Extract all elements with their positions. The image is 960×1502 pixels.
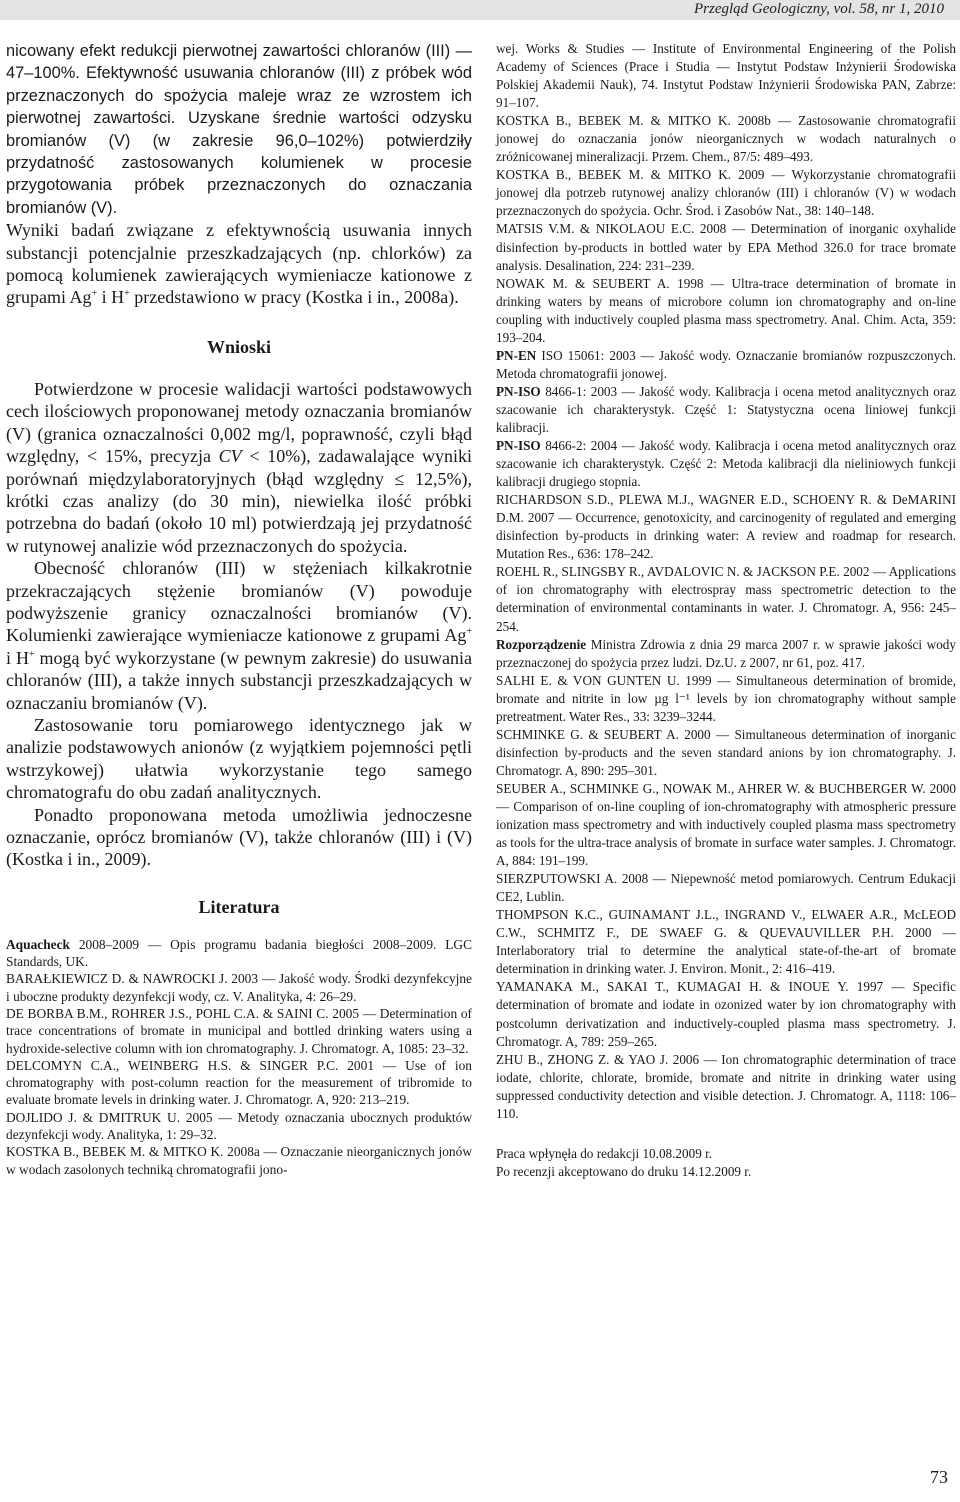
reference-entry bbox=[496, 275, 956, 347]
reference-entry bbox=[6, 936, 472, 971]
reference-lead: Rozporządzenie bbox=[496, 636, 587, 652]
reference-text: DELCOMYN C.A., WEINBERG H.S. & SINGER P.C. 2001 — Use of ion chromatography with post-column reaction for the measurement of tribromide to evaluate bromate levels in drinking water. J. Chromatogr. A, 920: 213–219. bbox=[6, 1057, 472, 1108]
reference-text: DOJLIDO J. & DMITRUK U. 2005 — Metody oznaczania ubocznych produktów dezynfekcji wody. Analityka, 1: 29–32. bbox=[6, 1109, 472, 1143]
reference-text: RICHARDSON S.D., PLEWA M.J., WAGNER E.D., SCHOENY R. & DeMARINI D.M. 2007 — Occurrence, genotoxicity, and carcinogenity of regulated and emerging disinfection by-products in drinking water: A review and roadmap for research. Mutation Res., 636: 178–242. bbox=[496, 492, 956, 562]
accepted-date: Po recenzji akceptowano do druku 14.12.2009 r. bbox=[496, 1163, 752, 1179]
reference-lead: PN-EN bbox=[496, 347, 537, 363]
reference-entry bbox=[496, 780, 956, 870]
conclusions-paragraph-1: Potwierdzone w procesie walidacji wartości podstawowych cech ilościowych proponowanej metody oznaczania bromianów (V) (granica oznaczalności 0,002 mg/l, poprawność, czyli błąd względny, < 15%, precyzja CV < 10%), zadawalające wyniki porównań międzylaboratoryjnych (błąd względny ≤ 12,5%), krótki czas analizy (do 30 min), niewielka ilość próbki potrzebna do badań (około 10 ml) potwierdzają jej przydatność w rutynowej analizie wód przeznaczonych do spożycia. bbox=[6, 378, 472, 556]
conclusions-paragraph-4: Ponadto proponowana metoda umożliwia jednoczesne oznaczanie, oprócz bromianów (V), także chloranów (III) i (V) (Kostka i in., 2009). bbox=[6, 804, 472, 870]
reference-entry bbox=[6, 1143, 472, 1178]
reference-text: KOSTKA B., BEBEK M. & MITKO K. 2009 — Wykorzystanie chromatografii jonowej dla potrzeb rutynowej analizy chloranów (III) i chloranów (V) w wodach przeznaczonych do spożycia. Ochr. Środ. i Zasobów Nat., 38: 140–148. bbox=[496, 167, 956, 219]
reference-entry bbox=[496, 112, 956, 166]
reference-lead: PN-ISO bbox=[496, 383, 541, 399]
reference-entry bbox=[496, 347, 956, 383]
reference-text: DE BORBA B.M., ROHRER J.S., POHL C.A. & SAINI C. 2005 — Determination of trace concentrations of bromate in municipal and bottled drinking waters using a hydroxide-selective column with ion chromatography. J. Chromatogr. A, 1085: 23–32. bbox=[6, 1006, 472, 1056]
reference-text: KOSTKA B., BEBEK M. & MITKO K. 2008b — Zastosowanie chromatografii jonowej do oznaczania jonów nieorganicznych w wodach naturalnych o zróżnicowanej mineralizacji. Przem. Chem., 87/5: 489–493. bbox=[496, 113, 956, 165]
reference-text: SCHMINKE G. & SEUBERT A. 2000 — Simultaneous determination of inorganic disinfection by-products and the seven standard anions by ion chromatography. J. Chromatogr. A, 890: 295–301. bbox=[496, 726, 956, 778]
reference-text: 2008–2009 — Opis programu badania biegłości 2008–2009. LGC Standards, UK. bbox=[6, 936, 472, 970]
references-heading: Literatura bbox=[198, 896, 280, 917]
reference-entry bbox=[496, 166, 956, 220]
reference-text: KOSTKA B., BEBEK M. & MITKO K. 2008a — Oznaczanie nieorganicznych jonów w wodach zasolonych techniką chromatografii jono- bbox=[6, 1144, 472, 1177]
references-list-left bbox=[6, 936, 472, 1178]
intro-paragraph-continued: Wyniki badań związane z efektywnością usuwania innych substancji potencjalnie przeszkadzających (np. chlorków) za pomocą kolumienek zawierających wymieniacze kationowe z grupami Ag+ i H+ przedstawiono w pracy (Kostka i in., 2008a). bbox=[6, 220, 472, 308]
reference-text: Ministra Zdrowia z dnia 29 marca 2007 r. w sprawie jakości wody przeznaczonej do spożycia przez ludzi. Dz.U. z 2007, nr 61, poz. 417. bbox=[496, 636, 956, 670]
reference-entry bbox=[6, 1109, 472, 1144]
left-column bbox=[6, 40, 472, 1178]
reference-text: wej. Works & Studies — Institute of Environmental Engineering of the Polish Academy of Sciences (Prace i Studia — Instytut Podstaw Inżynierii Środowiska Polskiej Akademii Nauk), 74. Instytut Podstaw Inżynierii Środowiska PAN, Zabrze: 91–107. bbox=[496, 41, 956, 111]
reference-text: ZHU B., ZHONG Z. & YAO J. 2006 — Ion chromatographic determination of trace iodate, chlorite, chlorate, bromide, bromate and nitrite in drinking water using suppressed conductivity detection and visible detection. J. Chromatogr. A, 1118: 106–110. bbox=[496, 1051, 956, 1121]
reference-text: 8466-2: 2004 — Jakość wody. Kalibracja i ocena metod analitycznych oraz szacowanie ich charakterystyk. Część 2: Metoda kalibracji dla nieliniowych funkcji kalibracji drugiego stopnia. bbox=[496, 438, 956, 490]
reference-text: THOMPSON K.C., GUINAMANT J.L., INGRAND V., ELWAER A.R., McLEOD C.W., SCHMITZ F., DE SWAEF G. & QUEVAUVILLER P.H. 2000 — Interlaboratory trial to determine the analytical state-of-the-art of bromate determination in drinking water. J. Environ. Monit., 2: 416–419. bbox=[496, 907, 956, 977]
reference-text: 8466-1: 2003 — Jakość wody. Kalibracja i ocena metod analitycznych oraz szacowanie ich charakterystyk. Część 1: Statystyczna ocena liniowej funkcji kalibracji. bbox=[496, 383, 956, 435]
references-list-right bbox=[496, 40, 956, 1123]
reference-lead: Aquacheck bbox=[6, 936, 70, 952]
reference-entry bbox=[496, 220, 956, 274]
reference-text: ISO 15061: 2003 — Jakość wody. Oznaczanie bromianów rozpuszczonych. Metoda chromatografii jonowej. bbox=[496, 347, 956, 381]
conclusions-paragraph-2: Obecność chloranów (III) w stężeniach kilkakrotnie przekraczających stężenie bromianów (V) powoduje podwyższenie granicy oznaczalności bromianów (V). Kolumienki zawierające wymieniacze kationowe z grupami Ag+ i H+ mogą być wykorzystane (w pewnym zakresie) do usuwania chloranów (III), a także innych substancji przeszkadzających w oznaczaniu bromianów (V). bbox=[6, 558, 472, 713]
reference-lead: PN-ISO bbox=[496, 438, 541, 454]
reference-entry bbox=[496, 437, 956, 491]
reference-text: SEUBER A., SCHMINKE G., NOWAK M., AHRER W. & BUCHBERGER W. 2000 — Comparison of on-line coupling of ion-chromatography with atmospheric pressure ionization mass spectrometry and with inductively coupled plasma mass spectrometry as tools for the ultra-trace analysis of bromate in surface water samples. J. Chromatogr. A, 884: 191–199. bbox=[496, 780, 956, 869]
publication-note bbox=[496, 1145, 956, 1181]
conclusions-heading: Wnioski bbox=[206, 336, 272, 357]
reference-entry bbox=[6, 1005, 472, 1057]
reference-entry bbox=[496, 491, 956, 563]
reference-entry bbox=[496, 383, 956, 437]
reference-entry bbox=[496, 726, 956, 780]
conclusions-paragraph-3: Zastosowanie toru pomiarowego identycznego jak w analizie podstawowych anionów (z wyjątkiem pojemności pętli wstrzykowej) ułatwia wykorzystanie tego samego chromatografu do obu zadań analitycznych. bbox=[6, 714, 472, 803]
reference-text: NOWAK M. & SEUBERT A. 1998 — Ultra-trace determination of bromate in drinking waters by means of microbore column ion chromatography and on-line coupling with inductively coupled plasma mass spectrometry. Anal. Chim. Acta, 359: 193–204. bbox=[496, 275, 956, 345]
reference-text: BARAŁKIEWICZ D. & NAWROCKI J. 2003 — Jakość wody. Środki dezynfekcyjne i uboczne produkty dezynfekcji wody, cz. V. Analityka, 4: 26–29. bbox=[6, 971, 472, 1004]
reference-text: MATSIS V.M. & NIKOLAOU E.C. 2008 — Determination of inorganic oxyhalide disinfection by-products in bottled water by EPA Method 326.0 for trace bromate analysis. Desalination, 224: 231–239. bbox=[496, 221, 956, 273]
running-head bbox=[0, 0, 960, 20]
reference-entry bbox=[496, 978, 956, 1050]
reference-entry bbox=[6, 1057, 472, 1109]
reference-text: ROEHL R., SLINGSBY R., AVDALOVIC N. & JACKSON P.E. 2002 — Applications of ion chromatography with electrospray mass spectrometric detection to the determination of environmental contaminants in water. J. Chromatogr. A, 956: 245–254. bbox=[496, 564, 956, 634]
received-date: Praca wpłynęła do redakcji 10.08.2009 r. bbox=[496, 1145, 713, 1161]
reference-entry bbox=[496, 636, 956, 672]
reference-text: SIERZPUTOWSKI A. 2008 — Niepewność metod pomiarowych. Centrum Edukacji CE2, Lublin. bbox=[496, 871, 956, 905]
right-column bbox=[496, 40, 956, 1194]
reference-text: SALHI E. & VON GUNTEN U. 1999 — Simultaneous determination of bromide, bromate and nitrite in low µg l⁻¹ levels by ion chromatography without sample pretreatment. Water Res., 33: 3239–3244. bbox=[496, 672, 956, 724]
reference-entry bbox=[6, 970, 472, 1005]
journal-title: Przegląd Geologiczny, vol. 58, nr 1, 2010 bbox=[694, 1, 944, 17]
reference-entry bbox=[496, 1051, 956, 1123]
reference-text: YAMANAKA M., SAKAI T., KUMAGAI H. & INOUE Y. 1997 — Specific determination of bromate and iodate in ozonized water by ion chromatography with postcolumn derivatization and inductively-coupled plasma mass spectrometry. J. Chromatogr. A, 789: 259–265. bbox=[496, 979, 956, 1049]
reference-entry bbox=[496, 563, 956, 635]
reference-entry bbox=[496, 906, 956, 978]
intro-paragraph: nicowany efekt redukcji pierwotnej zawartości chloranów (III) — 47–100%. Efektywność usuwania chloranów (III) z próbek wód przeznaczonych do spożycia maleje wraz ze wzrostem ich pierwotnej zawartości. Uzyskane średnie wartości odzysku bromianów (V) (w zakresie 96,0–102%) potwierdziły przydatność zastosowanych kolumienek w procesie przygotowania próbek przeznaczonych do oznaczania bromianów (V). bbox=[6, 42, 472, 217]
reference-entry bbox=[496, 40, 956, 112]
reference-entry bbox=[496, 672, 956, 726]
reference-entry bbox=[496, 870, 956, 906]
page-number: 73 bbox=[930, 1467, 948, 1487]
